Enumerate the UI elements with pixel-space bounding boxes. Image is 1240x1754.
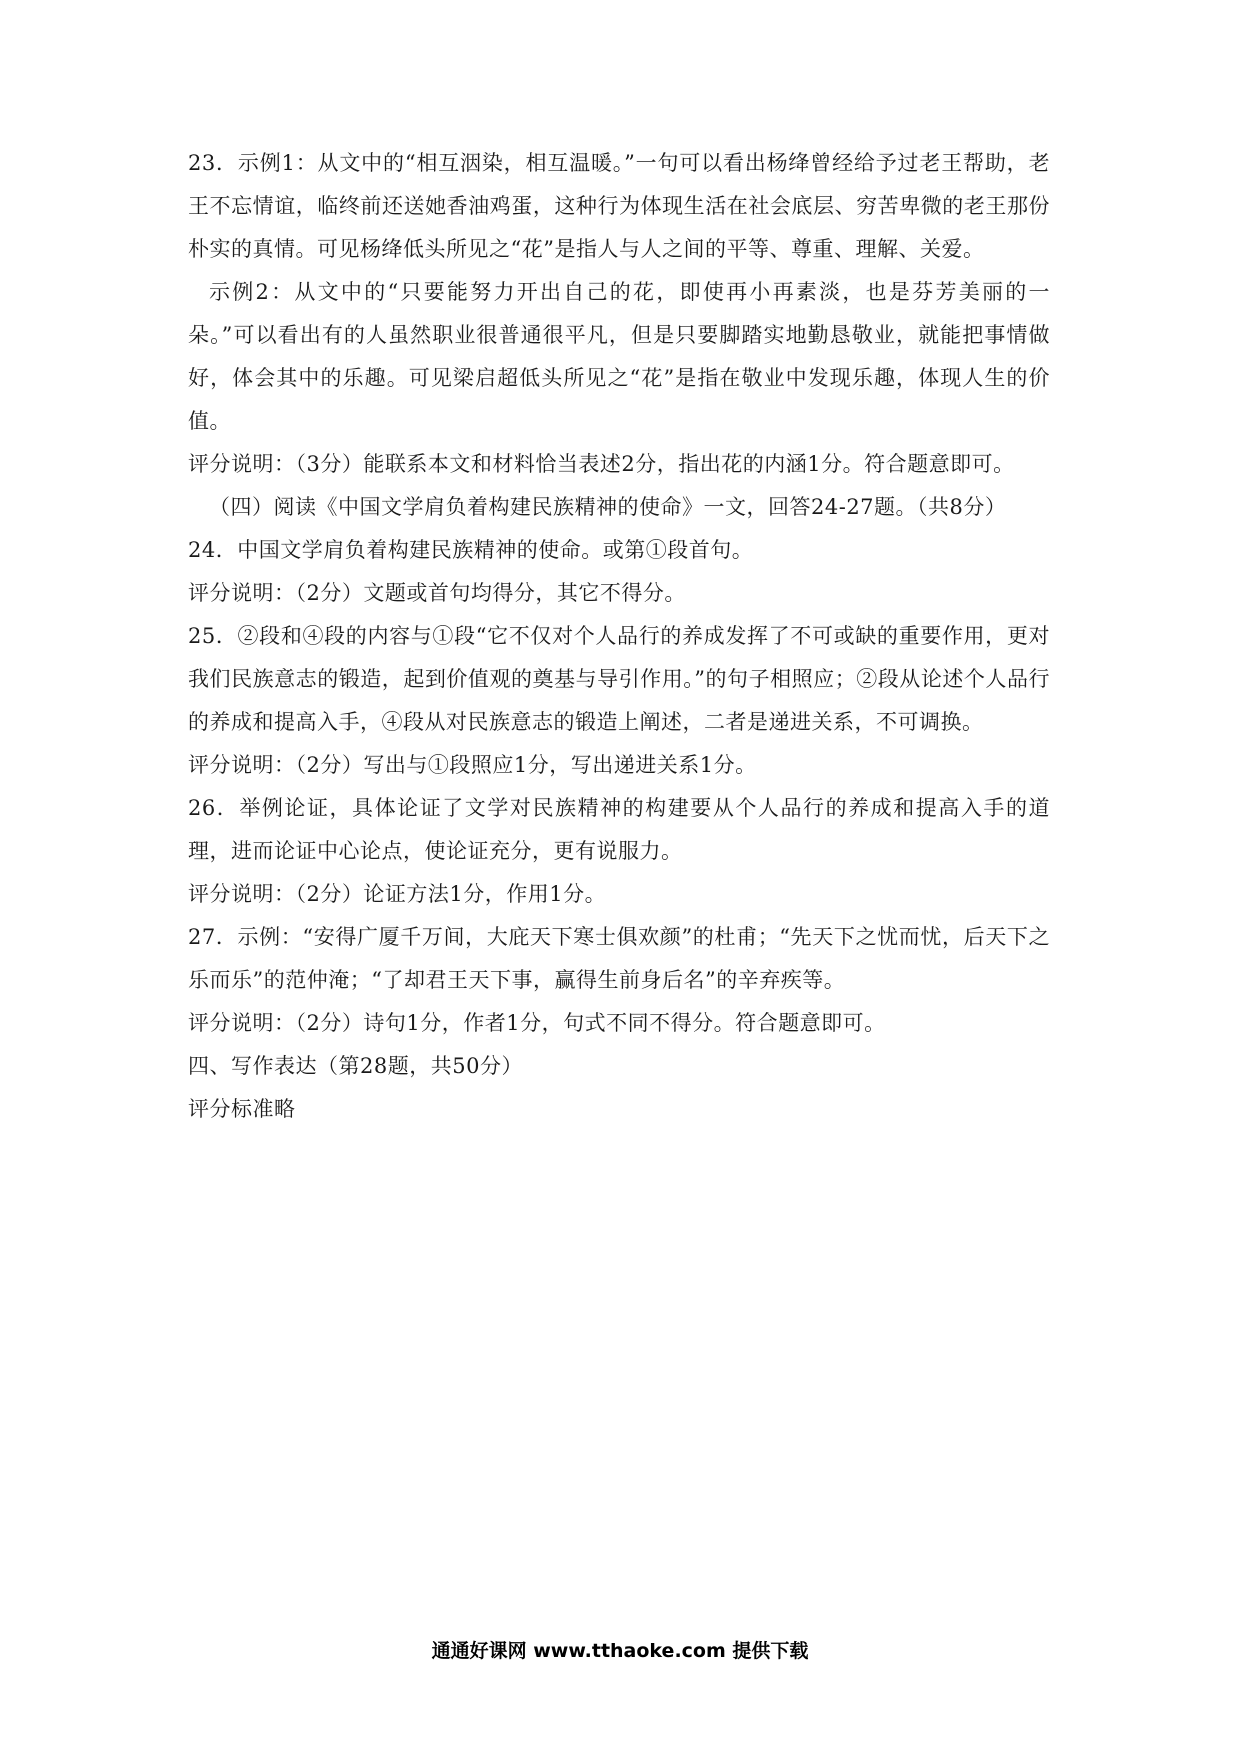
scoring-note-23: 评分说明：（3分）能联系本文和材料恰当表述2分，指出花的内涵1分。符合题意即可。 (188, 452, 1015, 476)
answer-23-example-2: 示例2：从文中的“只要能努力开出自己的花，即使再小再素淡，也是芬芳美丽的一朵。”可以看出有的人虽然职业很普通很平凡，但是只要脚踏实地勤恳敬业，就能把事情做好，体会其中的乐趣。可见梁启超低头所见之“花”是指在敬业中发现乐趣，体现人生的价值。 (188, 280, 1050, 433)
section-heading-4: （四）阅读《中国文学肩负着构建民族精神的使命》一文，回答24-27题。（共8分） (209, 495, 1007, 519)
answer-24: 24．中国文学肩负着构建民族精神的使命。或第①段首句。 (188, 538, 754, 562)
footer-download-note: 通通好课网 www.tthaoke.com 提供下载 (431, 1640, 809, 1662)
writing-section-heading: 四、写作表达（第28题，共50分） (188, 1054, 523, 1078)
answer-25: 25．②段和④段的内容与①段“它不仅对个人品行的养成发挥了不可或缺的重要作用，更对我们民族意志的锻造，起到价值观的奠基与导引作用。”的句子相照应；②段从论述个人品行的养成和提高入手，④段从对民族意志的锻造上阐述，二者是递进关系，不可调换。 (188, 624, 1050, 734)
answer-27: 27．示例：“安得广厦千万间，大庇天下寒士俱欢颜”的杜甫；“先天下之忧而忧，后天下之乐而乐”的范仲淹；“了却君王天下事，赢得生前身后名”的辛弃疾等。 (188, 925, 1050, 992)
answer-26: 26．举例论证，具体论证了文学对民族精神的构建要从个人品行的养成和提高入手的道理，进而论证中心论点，使论证充分，更有说服力。 (188, 796, 1050, 863)
answer-23-example-1: 23．示例1：从文中的“相互洇染，相互温暖。”一句可以看出杨绛曾经给予过老王帮助，老王不忘情谊，临终前还送她香油鸡蛋，这种行为体现生活在社会底层、穷苦卑微的老王那份朴实的真情。可见杨绛低头所见之“花”是指人与人之间的平等、尊重、理解、关爱。 (188, 151, 1050, 261)
scoring-note-25: 评分说明：（2分）写出与①段照应1分，写出递进关系1分。 (188, 753, 757, 777)
answer-content (188, 142, 1050, 1131)
scoring-note-26: 评分说明：（2分）论证方法1分，作用1分。 (188, 882, 607, 906)
scoring-note-24: 评分说明：（2分）文题或首句均得分，其它不得分。 (188, 581, 686, 605)
writing-scoring-note: 评分标准略 (188, 1097, 296, 1121)
scoring-note-27: 评分说明：（2分）诗句1分，作者1分，句式不同不得分。符合题意即可。 (188, 1011, 886, 1035)
